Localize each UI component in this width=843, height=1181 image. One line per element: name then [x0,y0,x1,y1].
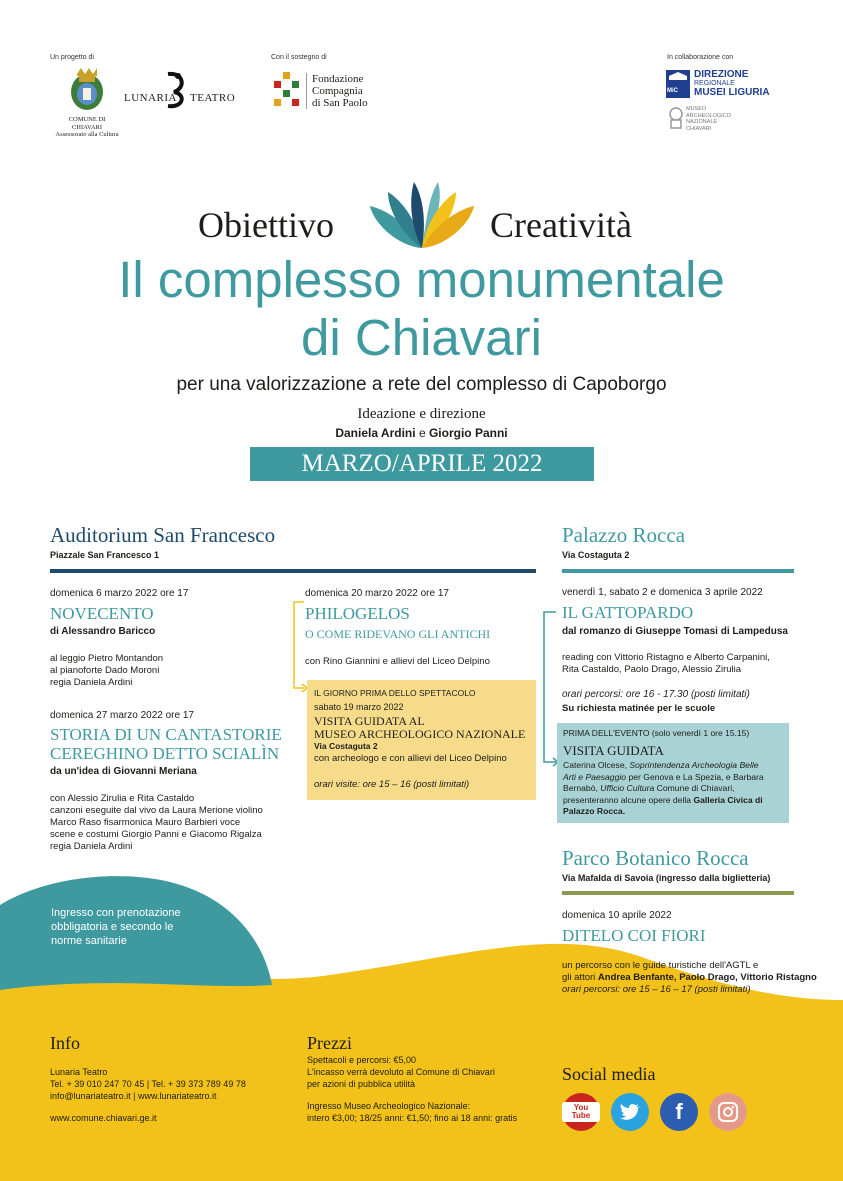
title-left: Obiettivo [198,205,334,245]
lunaria-label-left: LUNARIA [124,92,177,104]
museo-line-3: NAZIONALE [686,119,718,125]
instagram-camera-icon [718,1102,738,1122]
ev2-text: e [181,829,187,840]
ev3-text: e allievi del Liceo Delpino [382,656,490,667]
ev1-author: di Alessandro Baricco [50,626,156,637]
ev2-text: scene e costumi [50,829,119,840]
palazzo-box-text: Soprintendenza Archeologia Belle [629,760,759,770]
ev2-person: Alessio Zirulia [67,793,127,804]
museum-visit-box [307,680,536,800]
parco-title: Parco Botanico Rocca [562,846,749,870]
prezzi-line-2: L'incasso verrà devoluto al Comune di Chiavari [307,1067,495,1077]
notice-line-3: norme sanitarie [51,935,127,947]
museo-line-2: ARCHEOLOGICO [686,112,731,119]
palazzo-box-title: VISITA GUIDATA [563,743,664,758]
auditorium-address: Piazzale San Francesco 1 [50,550,160,560]
comune-dept: Assessorato alla Cultura [55,131,119,138]
directors [0,426,843,440]
palazzo-box-text: Caterina Olcese, [563,760,628,770]
museum-box-hours: orari visite: ore 15 – 16 (posti limitati) [314,779,470,790]
ev1-role: al leggio [50,653,86,664]
palazzo-box-text: presenteranno alcune opere della [563,794,692,805]
prezzi-line-1: Spettacoli e percorsi: €5,00 [307,1055,417,1065]
fondazione-squares-icon [273,72,301,108]
parco-date: domenica 10 aprile 2022 [562,910,672,921]
palazzo-person: Alessio Zirulia [681,664,742,675]
ev2-text: canzoni eseguite dal vivo da [50,805,170,816]
auditorium-title: Auditorium San Francesco [50,523,276,547]
facebook-glyph: f [675,1099,683,1124]
info-comune-link[interactable]: www.comune.chiavari.ge.it [50,1113,157,1123]
ev2-text: fisarmonica [103,817,153,828]
museum-box-head: IL GIORNO PRIMA DELLO SPETTACOLO [314,688,476,698]
ev3-person: Rino Giannini [322,656,381,667]
parco-hours: orari percorsi: ore 15 – 16 – 17 (posti limitati) [562,984,751,995]
auditorium-rule [50,569,536,573]
palazzo-box-text: Arti e Paesaggio [563,771,627,782]
social-title: Social media [562,1064,656,1084]
parco-event-title: DITELO COI FIORI [562,926,706,945]
palazzo-address: Via Costaguta 2 [562,550,630,560]
palazzo-title: Palazzo Rocca [562,523,686,547]
comune-name: COMUNE DI [68,116,106,123]
mic-label: MiC [667,88,678,94]
ev1-title: NOVECENTO [50,604,154,623]
museum-box-address: Via Costaguta 2 [314,741,378,751]
youtube-icon[interactable] [562,1093,600,1131]
prezzi-line-5: intero €3,00; 18/25 anni: €1,50; fino ai 18 anni: gratis [307,1113,518,1123]
palazzo-box-text: Bernabò, [563,783,598,793]
info-email-web[interactable]: info@lunariateatro.it | www.lunariateatro.it [50,1091,217,1101]
palazzo-box-text: Palazzo Rocca. [563,806,626,816]
ev3-text: con [305,656,321,667]
lunaria-label-right: TEATRO [190,92,236,104]
ev1-person: Daniela Ardini [73,677,133,688]
palazzo-hours: orari percorsi: ore 16 - 17.30 (posti limitati) [562,689,750,700]
ideazione-label: Ideazione e direzione [357,406,486,422]
palazzo-text: e [686,652,692,663]
prezzi-title: Prezzi [307,1033,352,1053]
info-line-1: Lunaria Teatro [50,1067,108,1077]
comune-crest-icon [63,66,111,114]
ev3-subtitle: O COME RIDEVANO GLI ANTICHI [305,627,491,641]
palazzo-author: dal romanzo di Giuseppe Tomasi di Lampedusa [562,626,788,637]
palazzo-text: reading con [562,652,612,663]
twitter-bird-icon [620,1104,640,1120]
notice-line-1: Ingresso con prenotazione [51,907,181,919]
palazzo-box-text: Comune di Chiavari, [656,783,735,793]
ev2-person: Mauro Barbieri [155,817,218,828]
parco-text: un percorso con le guide turistiche dell'AGTL e [562,960,759,971]
museum-box-title-2: MUSEO ARCHEOLOGICO NAZIONALE [314,727,526,741]
parco-person: Andrea Benfante, Paolo Drago, Vittorio Ristagno [597,972,817,983]
info-phones: Tel. + 39 010 247 70 45 | Tel. + 39 373 789 49 78 [50,1079,246,1089]
main-title-line-1: Il complesso monumentale [118,251,725,308]
palazzo-rule [562,569,794,573]
parco-rule [562,891,794,895]
fondazione-name-2: Compagnia [312,85,363,97]
ev2-text: violino [235,805,263,816]
museum-box-title-1: VISITA GUIDATA AL [314,714,425,728]
fondazione-name-3: di San Paolo [312,97,368,109]
parco-address: Via Mafalda di Savoia (ingresso dalla biglietteria) [562,873,771,883]
instagram-icon[interactable] [709,1093,747,1131]
lunaria-logo-icon [164,70,188,110]
ev2-person: Giorgio Panni [121,829,179,840]
palazzo-event-title: IL GATTOPARDO [562,603,694,622]
palazzo-person: Alberto Carpanini, [693,652,770,663]
palazzo-visit-box [557,723,789,823]
notice-line-2: obbligatoria e secondo le [51,921,174,933]
direzione-line-1: DIREZIONE [694,69,749,80]
ev1-date: domenica 6 marzo 2022 ore 17 [50,588,189,599]
directors-and: e [418,426,426,440]
support-label: Con il sostegno di [271,54,327,61]
ev2-text: regia [50,841,72,852]
director-1: Daniela Ardini [335,426,416,440]
direzione-line-2: REGIONALE [694,80,735,87]
ev2-text: con [50,793,66,804]
ev2-person: Laura Merione [172,805,234,816]
ev2-text: voce [220,817,241,828]
ev1-role: regia [50,677,72,688]
ev2-title-line-2: CEREGHINO DETTO SCIALÌN [50,744,280,763]
palazzo-person: Vittorio Ristagno [614,652,684,663]
ev3-title: PHILOGELOS [305,604,410,623]
facebook-icon[interactable] [660,1093,698,1131]
parco-text: gli attori [562,972,596,983]
museum-box-date: sabato 19 marzo 2022 [314,702,404,712]
twitter-icon[interactable] [611,1093,649,1131]
ev2-author: da un'idea di Giovanni Meriana [50,766,197,777]
info-title: Info [50,1033,80,1053]
ev1-person: Dado Moroni [104,665,160,676]
title-right: Creatività [490,205,632,245]
ev3-date: domenica 20 marzo 2022 ore 17 [305,588,449,599]
direzione-line-3: MUSEI LIGURIA [694,87,770,98]
subtitle: per una valorizzazione a rete del complesso di Capoborgo [176,374,667,395]
director-2: Giorgio Panni [428,426,508,440]
museo-line-1: MUSEO [686,106,707,112]
palazzo-box-text: Ufficio Cultura [600,783,655,793]
ev2-date: domenica 27 marzo 2022 ore 17 [50,710,194,721]
fondazione-name-1: Fondazione [312,73,364,85]
ev2-text: e [129,793,135,804]
ev2-person: Daniela Ardini [73,841,133,852]
ev2-person: Marco Raso [50,817,102,828]
prezzi-line-3: per azioni di pubblica utilità [307,1079,416,1089]
palazzo-person: Rita Castaldo, [562,664,622,675]
fan-logo-icon [368,176,476,252]
ev2-person: Giacomo Rigalza [189,829,262,840]
palazzo-box-text: Galleria Civica di [693,794,763,805]
youtube-label: You Tube [562,1102,600,1122]
museo-logo-icon [668,106,684,130]
collab-label: In collaborazione con [667,54,734,61]
palazzo-date: venerdì 1, sabato 2 e domenica 3 aprile 2022 [562,587,763,598]
ev2-person: Rita Castaldo [137,793,195,804]
museum-box-with: con archeologo e con allievi del Liceo Delpino [314,753,507,764]
period-banner: MARZO/APRILE 2022 [250,447,594,481]
prezzi-line-4: Ingresso Museo Archeologico Nazionale: [307,1101,471,1111]
palazzo-person: Paolo Drago, [624,664,680,675]
ev1-person: Pietro Montandon [88,653,164,664]
palazzo-box-text: per Genova e La Spezia, e Barbara [628,771,764,782]
comune-city: CHIAVARI [71,123,103,131]
ev1-role: al pianoforte [50,665,103,676]
main-title-line-2: di Chiavari [301,309,542,366]
palazzo-box-head: PRIMA DELL'EVENTO (solo venerdì 1 ore 15.15) [563,728,750,738]
museo-line-4: CHIAVARI [686,125,712,132]
project-label: Un progetto di [50,54,94,61]
ev2-title-line-1: STORIA DI UN CANTASTORIE [50,725,282,744]
palazzo-schools: Su richiesta matinée per le scuole [562,703,716,714]
